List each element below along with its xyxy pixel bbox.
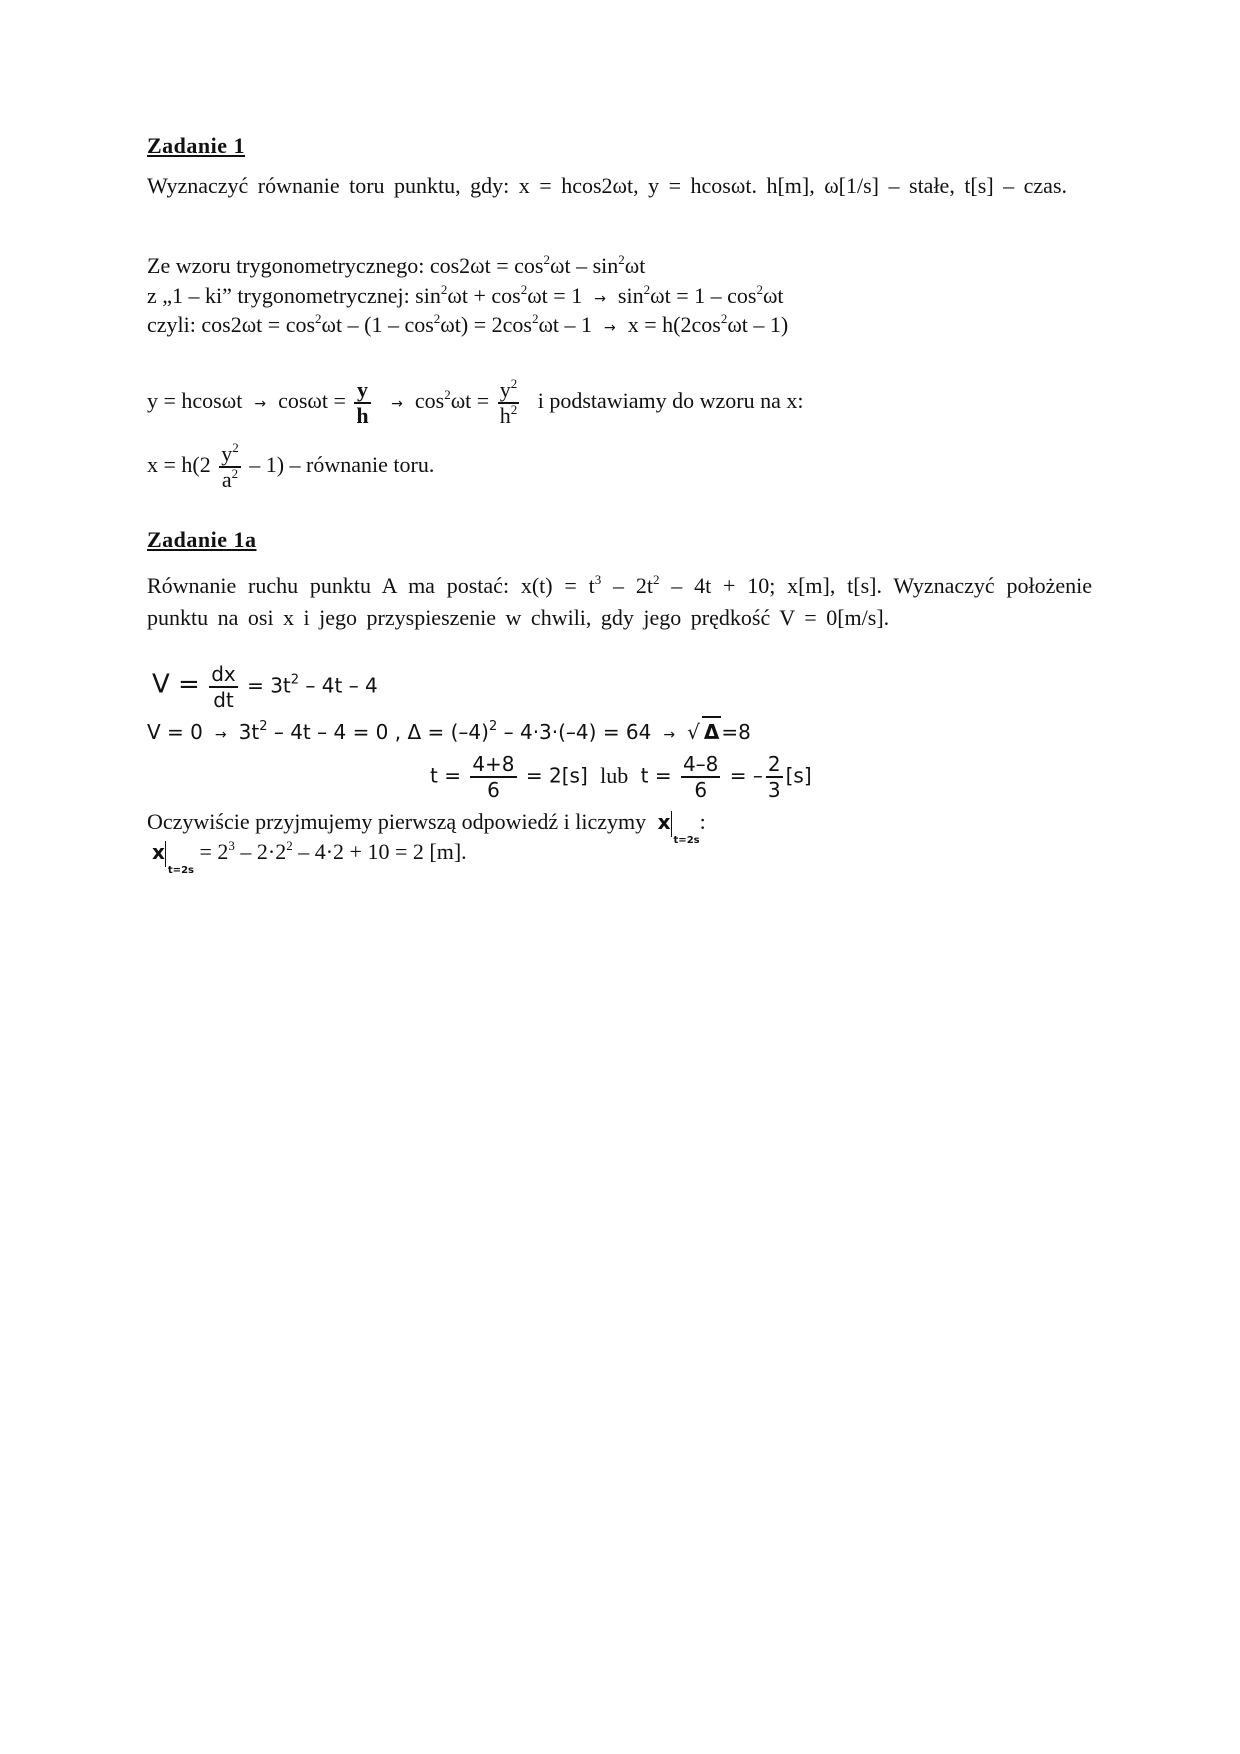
text-fragment: t =: [640, 763, 672, 788]
text-fragment: – 2·2: [234, 839, 287, 864]
fraction-y2-over-a2: [219, 442, 241, 492]
text-fragment: 4–8: [682, 752, 719, 776]
fraction-root-2: [681, 752, 720, 802]
text-fragment: ωt) = 2cos: [440, 312, 532, 337]
arrow-icon: →: [254, 396, 267, 413]
text-fragment: z „1 – ki” trygonometrycznej: sin: [147, 283, 441, 308]
text-fragment: 6: [694, 778, 708, 802]
text-fragment: x: [657, 810, 671, 834]
text-fragment: – 4·3·(–4) = 64: [497, 720, 652, 744]
section-heading-zadanie-1: Zadanie 1: [147, 133, 246, 158]
formula-line-velocity: V = $\frac{dx}{dt}$ = $3t^2 - 4t - 4$: [152, 662, 378, 712]
formula-line-substitution: czyli: $\cos 2\omega t = \cos^2\omega t - (1 - \cos^2\omega t) = 2\cos^2\omega t - 1 \to x = h(2\cos^2\omega t - 1)$: [147, 311, 789, 337]
text-fragment: a: [221, 467, 232, 492]
arrow-icon: →: [214, 727, 227, 743]
text-fragment: $h^2$: [499, 402, 518, 428]
text-fragment: h: [356, 403, 369, 428]
text-fragment: – 4t – 4 = 0 , Δ = (–4): [267, 720, 489, 744]
fraction-root-1: [470, 752, 516, 802]
evaluation-bar: [165, 841, 168, 867]
text-fragment: ωt = 1: [527, 283, 583, 308]
fraction-two-thirds: [766, 752, 783, 802]
text-fragment: – 4·2 + 10 = 2 [m].: [292, 839, 467, 864]
fraction-y-over-h: [354, 378, 370, 428]
text-fragment: = 2: [199, 839, 229, 864]
text-fragment: y: [499, 377, 511, 402]
text-fragment: – 4t – 4: [299, 673, 378, 698]
text-fragment: cos: [414, 388, 445, 414]
text-fragment: – 4t + 10; x[m], t[s]. Wyznaczyć położenie punktu na osi x i jego przyspieszenie w chwili, gdy jego prędkość V = 0[m/s].: [147, 573, 1092, 630]
text-fragment: = 3t: [247, 673, 291, 698]
text-fragment: x = h(2: [147, 452, 211, 478]
text-fragment: y: [354, 378, 370, 404]
text-fragment: cosωt =: [278, 388, 346, 414]
problem-statement-1: Wyznaczyć równanie toru punktu, gdy: x = hcos2ωt, y = hcosωt. h[m], ω[1/s] – stałe, t[s] – czas.: [147, 173, 1068, 198]
text-fragment: y: [221, 441, 233, 466]
text-fragment: t =: [430, 763, 461, 788]
arrow-icon: →: [594, 291, 606, 307]
text-fragment: ωt – 1: [538, 312, 593, 337]
text-fragment: dx: [211, 662, 236, 686]
text-fragment: =8: [721, 720, 751, 744]
text-fragment: $y^2$: [499, 376, 518, 402]
evaluation-bar: [671, 811, 674, 837]
text-fragment: ωt + cos: [447, 283, 521, 308]
text-fragment: t=2s: [167, 865, 194, 876]
text-fragment: – 2t: [601, 573, 653, 598]
text-fragment: Δ: [702, 716, 721, 746]
text-fragment: = 2[s]: [525, 763, 588, 788]
arrow-icon: →: [604, 320, 616, 336]
text-fragment: x: [152, 840, 165, 864]
problem-statement-1a: Równanie ruchu punktu A ma postać: $x(t) = t^3 - 2t^2 - 4t + 10$; x[m], t[s]. Wyznaczyć położenie punktu na osi x i jego przyspieszenie w chwili, gdy jego prędkość V = 0[m/s].: [147, 572, 1092, 630]
text-fragment: ωt =: [450, 388, 490, 414]
text-fragment: = –: [729, 763, 763, 788]
result-line: $x_{t=2s} = 2^3 - 2\cdot 2^2 - 4\cdot 2 + 10 = 2$ [m].: [152, 838, 467, 876]
text-fragment: lub: [600, 762, 629, 788]
text-fragment: ωt – (1 – cos: [321, 312, 434, 337]
text-fragment: czyli: cos2ωt = cos: [147, 312, 316, 337]
text-fragment: – 1) – równanie toru.: [249, 452, 435, 478]
formula-line-pythagorean: z „1 – ki” trygonometrycznej: $\sin^2\omega t + \cos^2\omega t = 1 \to \sin^2\omega t = 1 - \cos^2\omega t$: [147, 282, 784, 308]
text-fragment: V =: [152, 669, 200, 700]
arrow-icon: →: [663, 727, 676, 743]
text-fragment: h: [499, 403, 511, 428]
text-fragment: t=2s: [673, 835, 700, 846]
text-fragment: ωt: [762, 283, 784, 308]
text-fragment: ωt – 1): [727, 312, 789, 337]
text-fragment: 2: [767, 752, 781, 776]
fraction-dx-dt: [209, 662, 238, 712]
text-fragment: sin: [617, 283, 644, 308]
text-fragment: Ze wzoru trygonometrycznego: cos2ωt = cos: [147, 253, 544, 278]
formula-line-discriminant: $V = 0 \to 3t^2 - 4t - 4 = 0$ , $\Delta = (-4)^2 - 4\cdot 3\cdot(-4) = 64$ → √ Δ =8: [147, 716, 751, 749]
text-fragment: i podstawiamy do wzoru na x:: [537, 388, 804, 414]
text-fragment: $y^2$: [221, 440, 239, 466]
formula-line-y-substitution: y = hcosωt → cosωt = $\frac{y}{h}$ → $\cos^2\omega t$ = $\frac{y^2}{h^2}$ i podstawiamy do wzoru na x:: [147, 376, 804, 428]
text-fragment: [s]: [785, 763, 812, 788]
text-fragment: dt: [213, 688, 234, 712]
formula-line-trig-identity: Ze wzoru trygonometrycznego: $\cos 2\omega t = \cos^2\omega t - \sin^2\omega t$: [147, 252, 646, 278]
text-fragment: x = h(2cos: [627, 312, 721, 337]
text-fragment: ωt: [624, 253, 646, 278]
text-fragment: V = 0: [147, 720, 203, 744]
text-fragment: 6: [487, 778, 500, 802]
formula-line-trajectory-result: [147, 442, 434, 492]
text-fragment: ωt – sin: [550, 253, 619, 278]
section-heading-zadanie-1a: Zadanie 1a: [147, 527, 257, 552]
arrow-icon: →: [391, 396, 403, 413]
text-fragment: :: [699, 809, 706, 834]
text-fragment: Oczywiście przyjmujemy pierwszą odpowiedź i liczymy: [147, 809, 647, 834]
text-fragment: y = hcosωt: [147, 388, 243, 414]
text-fragment: ωt = 1 – cos: [650, 283, 757, 308]
text-fragment: Równanie ruchu punktu A ma postać: x(t) = t: [147, 573, 595, 598]
text-fragment: $a^2$: [221, 466, 239, 492]
text-fragment: 4+8: [472, 752, 515, 776]
fraction-y2-over-h2: [498, 378, 520, 428]
text-fragment: 3: [767, 778, 781, 802]
sqrt-symbol-icon: √: [687, 720, 700, 744]
text-fragment: 3t: [238, 720, 260, 744]
formula-line-roots: [430, 752, 812, 802]
